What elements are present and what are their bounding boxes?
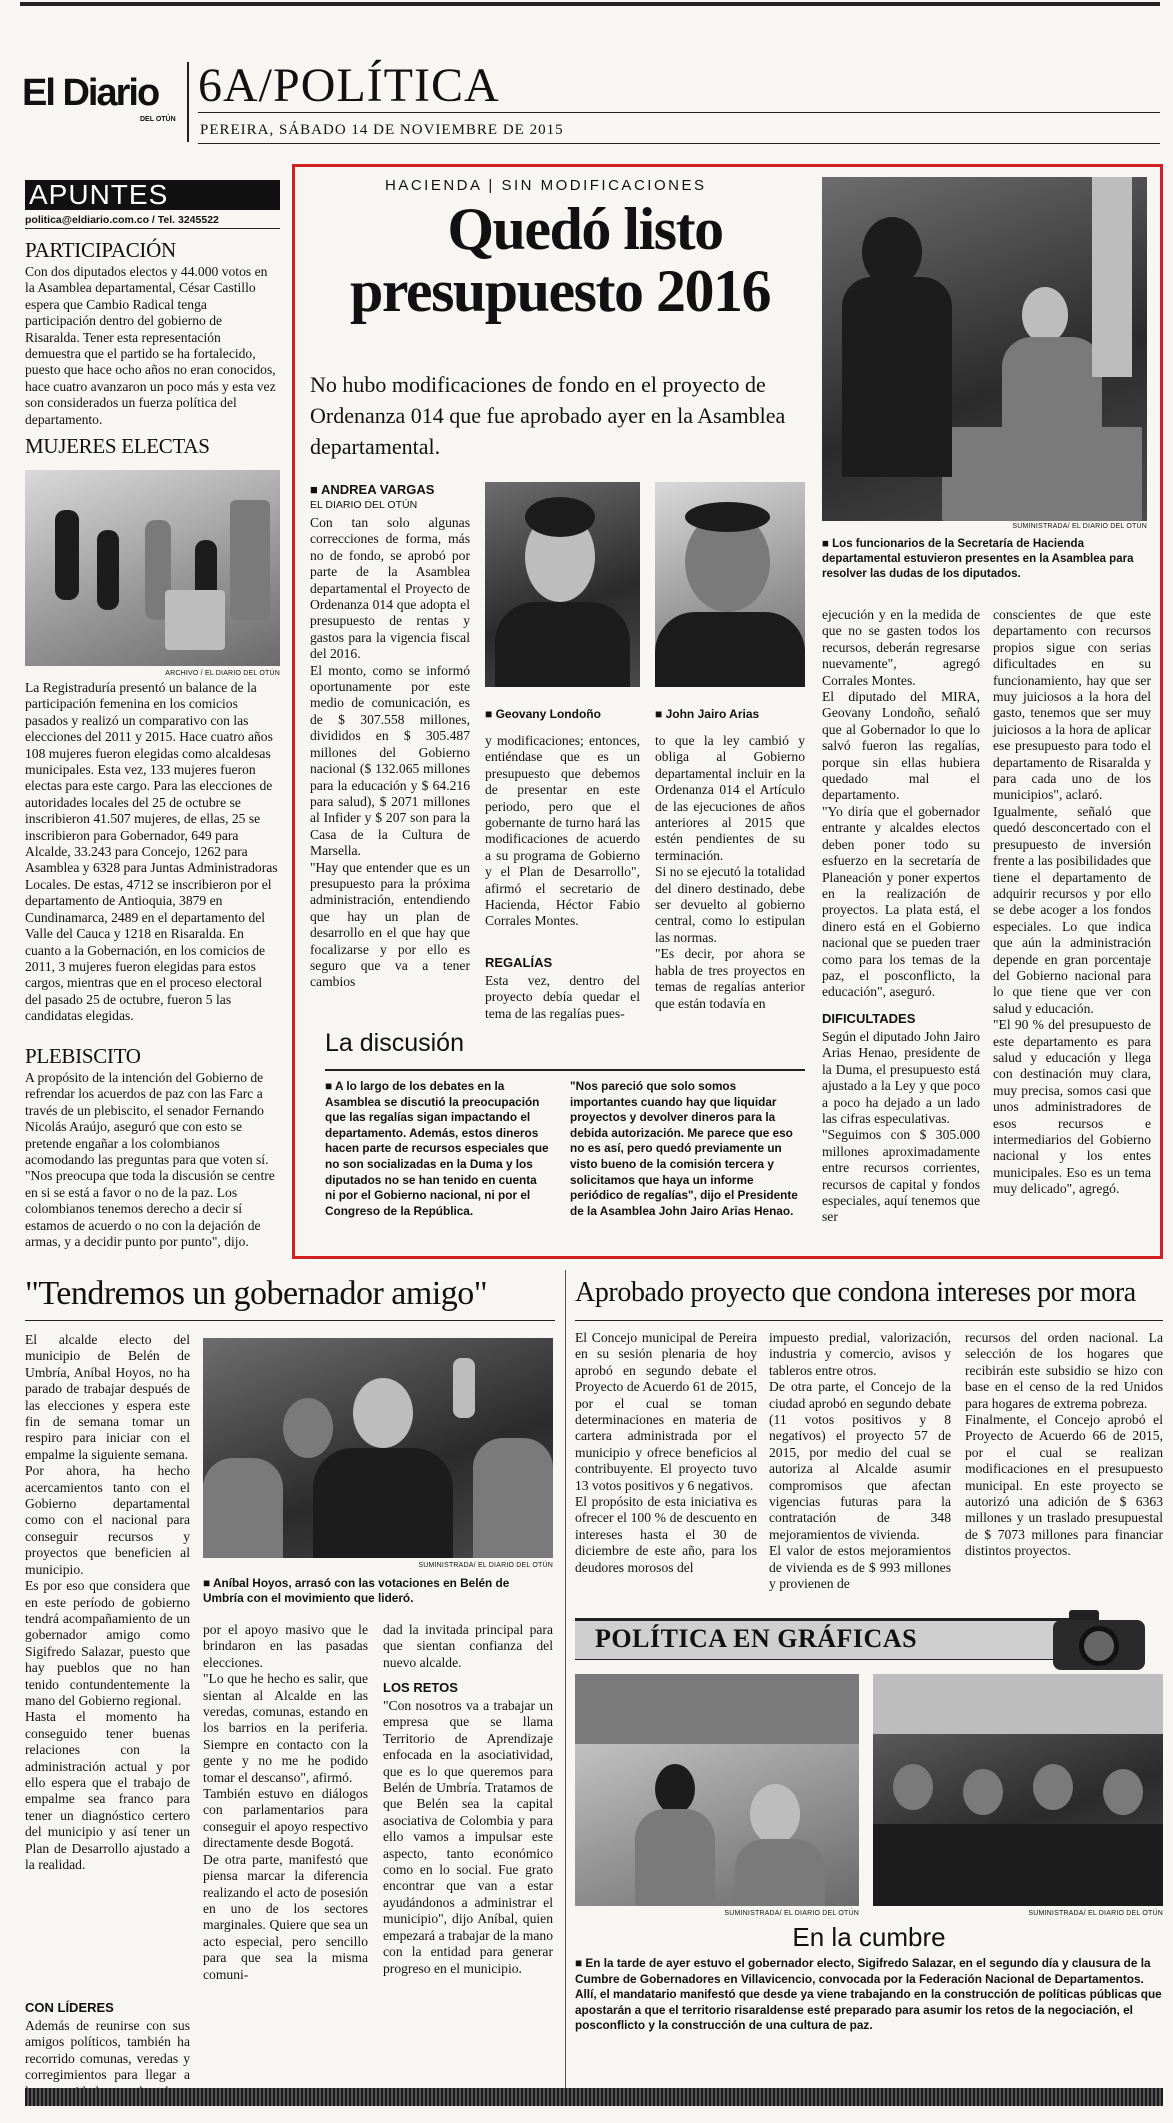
discusion-rule <box>325 1069 805 1071</box>
column-divider <box>565 1270 566 2090</box>
mug-arias <box>655 482 805 687</box>
gobernador-col-3b: "Con nosotros va a trabajar un empresa que se llama Territorio de Aprendizaje enfocada en la asociatividad, que es lo que queremos para Belén de Umbría. Tratamos de que Belén sea la capital asociativa de Colombia y para ello vamos a impulsar este aspecto, tanto económico como en lo social. Fue grato encontrar que van a estar ayudándonos a administrar el municipio", dijo Aníbal, quien empezará a trabajar de la mano con la entidad para generar progreso en el municipio. <box>383 1698 557 1976</box>
cumbre-subtitle: En la cumbre <box>792 1922 946 1952</box>
discusion-bullet: ■ <box>325 1079 335 1093</box>
kicker-section: HACIENDA <box>385 177 482 194</box>
gobernador-col-2: por el apoyo masivo que le brindaron en las pasadas elecciones. "Lo que he hecho es salir, que sientan al Alcalde en las veredas, comunas, estando en los barrios en la periferia. Siempre en contacto con la gente y no me he podido tomar el descanso", afirmó. También estuvo en diálogos con parlamentarios para conseguir el apoyo respectivo directamente desde Bogotá. De otra parte, manifestó que piensa marcar la diferencia realizando el acto de posesión en uno de los sectores marginales. Quiere que sea un acto especial, pero sencillo para que sea la misma comuni- <box>203 1622 368 1982</box>
cumbre-caption-text: En la tarde de ayer estuvo el gobernador electo, Sigifredo Salazar, en el segundo día y clausura de la Cumbre de Gobernadores en Villavicencio, convocada por la Federación Nacional de Departamentos. Allí, el mandatario manifestó que desde ya viene trabajando en la construcción de políticas públicas que apostarán a que el territorio risaraldense esté preparado para asumir los retos de la negociación, el posconflicto y la construcción de una cultura de paz. <box>575 1956 1162 2033</box>
gobernador-story <box>25 1270 555 2110</box>
hacienda-photo <box>822 177 1147 521</box>
logo-sub: DEL OTÚN <box>140 116 176 123</box>
main-col-1: Con tan solo algunas correcciones de forma, más no de fondo, se aprobó por parte de la Asamblea departamental el Proyecto de Ordenanza 014 que adopta el presupuesto de rentas y gastos para la vigencia fiscal del 2016. El monto, como se informó oportunamente por este medio de comunicación, es de $ 307.558 millones, divididos en $ 305.487 millones del Gobierno nacional ($ 132.065 millones para la educación y $ 64.216 para salud), $ 2071 millones al Infider y $ 207 son para la Casa de la Cultura de Marsella. "Hay que entender que es un presupuesto para la próxima administración, entendiendo que hay un plan de desarrollo en el que hay que focalizarse y por ello es seguro que va a tener cambios <box>310 515 470 990</box>
mug-londono-label <box>485 707 601 721</box>
kicker-topic: SIN MODIFICACIONES <box>501 177 707 194</box>
graficas-title: POLÍTICA EN GRÁFICAS <box>595 1624 918 1653</box>
mug-arias-name: John Jairo Arias <box>665 707 760 721</box>
gobernador-col-3: dad la invitada principal para que sientan confianza del nuevo alcalde. <box>383 1622 557 1670</box>
hoyos-photo <box>203 1338 553 1558</box>
regalias-title: REGALÍAS <box>485 955 553 970</box>
hoyos-caption-bullet: ■ <box>203 1576 213 1590</box>
main-col-2: y modificaciones; entonces, entiéndase que es un presupuesto que debemos de presentar en este periodo, pero que el gobernante de turno hará las modificaciones de acuerdo a su programa de Gobierno y el Plan de Desarrollo", afirmó el secretario de Hacienda, Héctor Fabio Corrales Montes. <box>485 733 644 929</box>
author-bullet: ■ <box>310 482 321 497</box>
main-col-5: conscientes de que este departamento con recursos propios sigue con serias dificultades en su funcionamiento, hay que ser muy juiciosos a la hora del gasto, tenemos que ser muy juiciosos a la hora de aplicar ese presupuesto para todo el departamento de Risaralda y para cada uno de los municipios", aclaró. Igualmente, señaló que quedó desconcertado con el presupuesto de inversión frente a las posibilidades que tiene el departamento de adquirir recursos y por ello se debe acoger a los fondos especiales. Lo que indica que aún la administración depende en gran porcentaje del Gobierno nacional para lo que tiene que ver con salud y educación. "El 90 % del presupuesto de este departamento es para salud y educación y llega con destinación muy clara, muy precisa, somos casi que unos administradores de esos recursos e intermediarios del Gobierno nacional y los entes municipales. Eso es un tema muy delicado", agregó. <box>993 607 1151 1197</box>
cumbre-photo-1-credit: SUMINISTRADA/ EL DIARIO DEL OTÚN <box>724 1910 859 1917</box>
dateline: PEREIRA, SÁBADO 14 DE NOVIEMBRE DE 2015 <box>200 122 564 138</box>
participacion-title: PARTICIPACIÓN <box>25 238 176 262</box>
cumbre-caption-bullet: ■ <box>575 1956 586 1970</box>
condona-story <box>575 1270 1163 1615</box>
cumbre-caption <box>575 1956 1163 2034</box>
author-name: ANDREA VARGAS <box>320 482 435 497</box>
apuntes-rule <box>25 228 280 229</box>
cumbre-photo-2-credit: SUMINISTRADA/ EL DIARIO DEL OTÚN <box>1028 1910 1163 1917</box>
gobernador-col-1b: Además de reunirse con sus amigos políticos, también ha recorrido comunas, veredas y corregimientos para llegar a <box>25 2018 190 2083</box>
kicker <box>385 177 706 194</box>
discusion-left-text: A lo largo de los debates en la Asamblea se discutió la preocupación que las regalías sigan impactando el departamento. Además, estos dineros hacen parte de recursos especiales que no son socializadas en la Duma y los diputados no se han tenido en cuenta ni por el Gobierno nacional, ni por el Congreso de la República. <box>325 1079 549 1218</box>
mug-bullet-1: ■ <box>485 707 496 721</box>
gobernador-rule <box>25 1320 555 1321</box>
mujeres-photo-credit: ARCHIVO / EL DIARIO DEL OTÚN <box>165 670 280 677</box>
main-story-box <box>292 164 1163 1259</box>
hacienda-photo-caption <box>822 537 1147 582</box>
gobernador-headline: "Tendremos un gobernador amigo" <box>25 1275 488 1312</box>
mug-arias-label <box>655 707 759 721</box>
plebiscito-text: A propósito de la intención del Gobierno de refrendar los acuerdos de paz con las Farc a través de un plebiscito, el senador Fernando Nicolás Araújo, aseguró que con esto se pretende engañar a los colombianos acomodando las preguntas para que voten sí. "Nos preocupa que toda la discusión se centre en si se está a favor o no de la paz. Los colombianos tenemos derecho a decir sí estamos de acuerdo o no con la dejación de armas, y a decidir punto por punto", dijo. <box>25 1070 279 1250</box>
main-col-4: ejecución y en la medida de que no se gasten todos los recursos, deberán regresarse nuevamente", agregó Corrales Montes. El diputado del MIRA, Geovany Londoño, señaló que al Gobernador lo que lo salvó fueron las regalías, porque sin ellas hubiera quedado mal el departamento. "Yo diría que el gobernador entrante y alcaldes electos deben poner todo su esfuerzo en la secretaría de Planeación y poner expertos en la realización de proyectos. La plata está, el dinero está en el Gobierno nacional que se pueden traer como para los temas de la paz, el posconflicto, la educación", aseguró. <box>822 607 980 1000</box>
masthead-divider <box>187 62 189 142</box>
headline-1: Quedó listo <box>447 196 723 262</box>
kicker-separator: | <box>488 177 495 194</box>
apuntes-header <box>25 180 280 210</box>
main-col-2b: Esta vez, dentro del proyecto debía quedar el tema de las regalías pues- <box>485 973 644 1021</box>
mujeres-text: La Registraduría presentó un balance de la participación femenina en los comicios pasados y realizó un comparativo con las elecciones del 2011 y 2015. Hace cuatro años 108 mujeres fueron elegidas como alcaldesas municipales. Esta vez, 133 mujeres fueron electas para este cargo. Para las elecciones de autoridades locales del 25 de octubre se inscribieron 41.507 mujeres, de ellas, 25 se inscribieron para Gobernador, 649 para Alcalde, 33.243 para Concejo, 1262 para Asamblea y 6328 para Juntas Administradoras Locales. De estas, 4712 se inscribieron por el departamento de Antioquia, 3879 en Cundinamarca, 2489 en el departamento del Valle del Cauca y 1218 en Risaralda. En cuanto a la Gobernación, en los comicios de 2011, 3 mujeres fueron elegidas para estos cargos, mientras que en el proceso electoral del pasado 25 de octubre, fueron 5 las candidatas elegidas. <box>25 680 281 1024</box>
deck: No hubo modificaciones de fondo en el proyecto de Ordenanza 014 que fue aprobado ayer en la Asamblea departamental. <box>310 372 786 459</box>
mug-londono-name: Geovany Londoño <box>495 707 601 721</box>
mug-londono <box>485 482 640 687</box>
condona-headline: Aprobado proyecto que condona intereses por mora <box>575 1277 1136 1308</box>
cumbre-photo-1 <box>575 1674 859 1906</box>
hoyos-photo-credit: SUMINISTRADA/ EL DIARIO DEL OTÚN <box>418 1562 553 1569</box>
condona-col-1: El Concejo municipal de Pereira en su sesión plenaria de hoy aprobó en segundo debate el Proyecto de Acuerdo 61 de 2015, por el cual se toman determinaciones en materia de cartera administrada por el municipio y ofrece beneficios al contribuyente. El proyecto tuvo 13 votos positivos y 6 negativos. El propósito de esta iniciativa es ofrecer el 100 % de descuento en intereses hasta el 30 de diciembre de este año, para los deudores morosos del <box>575 1330 757 1575</box>
plebiscito-title: PLEBISCITO <box>25 1044 141 1068</box>
retos-title: LOS RETOS <box>383 1680 458 1695</box>
caption-bullet: ■ <box>822 538 833 550</box>
discusion-right: "Nos pareció que solo somos importantes cuando hay que liquidar proyectos y devolver dineros para la debida autorización. Me parece que eso no es así, pero quedó previamente un visto bueno de la comisión tercera y solicitamos que haya un informe periódico de regalías", dijo el Presidente de la Asamblea John Jairo Arias Henao. <box>570 1079 798 1218</box>
logo-main: El Diario <box>22 72 159 114</box>
hoyos-photo-caption <box>203 1576 553 1606</box>
mujeres-title: MUJERES ELECTAS <box>25 434 210 458</box>
main-col-3: to que la ley cambió y obliga al Gobierno departamental incluir en la Ordenanza 014 el Artículo de las ejecuciones de años anteriores al 2015 que estén pendientes de su terminación. Si no se ejecutó la totalidad del dinero destinado, debe ser devuelto al gobierno central, como lo estipulan las normas. "Es decir, por ahora se habla de tres proyectos en temas de regalías anterior que están todavía en <box>655 733 805 1011</box>
page-section: 6A/POLÍTICA <box>198 59 500 112</box>
main-col-4b: Según el diputado John Jairo Arias Henao, presidente de la Duma, el presupuesto está ajustado a la Ley y que poco a poco ha dejado a un lado las cifras especulativas. "Seguimos con $ 305.000 millones aproximadamente entre recursos corrientes, recursos de capital y fondos especiales, aquí tenemos que ser <box>822 1029 980 1225</box>
condona-rule <box>575 1320 1163 1321</box>
apuntes-sidebar <box>25 180 280 1265</box>
dificultades-title: DIFICULTADES <box>822 1011 916 1026</box>
mujeres-photo <box>25 470 280 666</box>
camera-icon <box>1053 1610 1145 1670</box>
author-org: EL DIARIO DEL OTÚN <box>310 499 418 511</box>
apuntes-title: APUNTES <box>29 179 169 210</box>
masthead-rule-2 <box>198 143 1160 144</box>
author <box>310 482 434 497</box>
cumbre-photo-2 <box>873 1674 1163 1906</box>
hacienda-photo-credit: SUMINISTRADA/ EL DIARIO DEL OTÚN <box>1012 523 1147 530</box>
masthead <box>0 0 1173 150</box>
bottom-bar <box>25 2088 1163 2106</box>
discusion-title: La discusión <box>325 1029 464 1057</box>
headline-2: presupuesto 2016 <box>350 258 770 324</box>
lideres-title: CON LÍDERES <box>25 2000 114 2015</box>
graficas-section <box>575 1610 1163 2080</box>
hacienda-caption-text: Los funcionarios de la Secretaría de Hacienda departamental estuvieron presentes en la Asamblea para resolver las dudas de los diputados. <box>822 538 1134 580</box>
top-rule <box>20 2 1160 6</box>
discusion-left <box>325 1079 550 1219</box>
logo <box>22 74 158 112</box>
condona-col-2: impuesto predial, valorización, industria y comercio, avisos y tableros entre otros. De otra parte, el Concejo de la ciudad aprobó en segundo debate (11 votos positivos y 8 negativos) el proyecto 57 de 2015, por medio del cual se autoriza al Alcalde asumir compromisos que afectan vigencias futuras para la contratación de 348 mejoramientos de vivienda. El valor de estos mejoramientos de vivienda es de $ 993 millones y provienen de <box>769 1330 951 1592</box>
gobernador-col-1: El alcalde electo del municipio de Belén de Umbría, Aníbal Hoyos, no ha parado de trabajar después de las elecciones y espera este fin de semana tomar un respiro para iniciar con el empalme la siguiente semana. Por ahora, ha hecho acercamientos tanto con el Gobierno departamental como con el nacional para conseguir recursos y proyectos que beneficien al municipio. Es por eso que considera que en este período de gobierno tendrá acompañamiento de un gobernador amigo como Sigifredo Salazar, puesto que hay pueblos que no han tenido contundentemente la mano del Gobierno regional. Hasta el momento ha conseguido tener buenas relaciones con la administración actual y por ello espera que el trabajo de empalme sea franco para tener un diagnóstico certero del municipio y así tener un Plan de Desarrollo ajustado a la realidad. <box>25 1332 190 1872</box>
masthead-rule <box>198 112 1160 113</box>
mug-bullet-2: ■ <box>655 707 666 721</box>
hoyos-caption-text: Aníbal Hoyos, arrasó con las votaciones en Belén de Umbría con el movimiento que lideró. <box>203 1576 510 1605</box>
condona-col-3: recursos del orden nacional. La selección de los hogares que recibirán este subsidio se hizo con base en el censo de la red Unidos para hogares de extrema pobreza. Finalmente, el Concejo aprobó el Proyecto de Acuerdo 66 de 2015, por el cual se realizan modificaciones en el presupuesto municipal. En este proyecto se autorizó una adición de $ 6363 millones y un traslado presupuestal de $ 7073 millones para financiar distintos proyectos. <box>965 1330 1163 1559</box>
apuntes-contact: politica@eldiario.com.co / Tel. 3245522 <box>25 214 219 226</box>
participacion-text: Con dos diputados electos y 44.000 votos en la Asamblea departamental, César Castillo espera que Cambio Radical tenga participación dentro del gobierno de Risaralda. Tener esta representación demuestra que el partido se ha fortalecido, puesto que hace ocho años no eran conocidos, hace cuatro avanzaron un poco más y esta vez son considerados un fuerza política del departamento. <box>25 264 280 427</box>
